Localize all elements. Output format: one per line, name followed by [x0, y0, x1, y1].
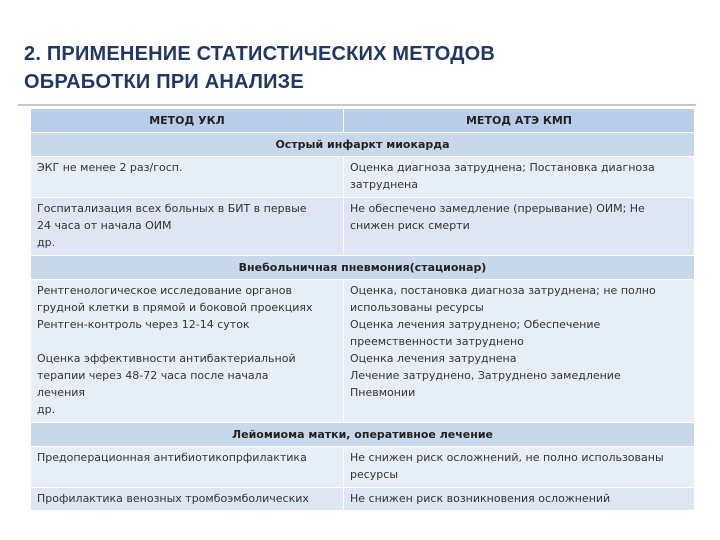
cell-text: Госпитализация всех больных в БИТ в первые 24 часа от начала ОИМ др.	[37, 202, 307, 249]
cell-left	[31, 280, 344, 423]
cell-right	[344, 157, 695, 198]
cell-text: Не снижен риск возникновения осложнений	[350, 492, 611, 505]
title-line-1: 2. ПРИМЕНЕНИЕ СТАТИСТИЧЕСКИХ МЕТОДОВ	[24, 43, 496, 65]
table-row	[31, 280, 695, 423]
table-row	[31, 447, 695, 488]
cell-right	[344, 280, 695, 423]
header-ate-kmp: МЕТОД АТЭ КМП	[344, 109, 695, 133]
methods-comparison-table	[30, 108, 695, 511]
cell-left	[31, 447, 344, 488]
section-row	[31, 256, 695, 280]
cell-right	[344, 447, 695, 488]
cell-text: Не снижен риск осложнений, не полно использованы ресурсы	[350, 451, 664, 481]
cell-text: Рентгенологическое исследование органов грудной клетки в прямой и боковой проекциях Рентген-контроль через 12-14 суток	[37, 284, 313, 331]
section-title-pneumonia: Внебольничная пневмония(стационар)	[31, 256, 695, 280]
cell-right	[344, 488, 695, 511]
cell-text: Предоперационная антибиотикопрфилактика	[37, 451, 307, 464]
cell-left	[31, 488, 344, 511]
table-row	[31, 157, 695, 198]
slide-title	[24, 40, 684, 96]
table-row	[31, 198, 695, 256]
cell-text: Оценка эффективности антибактериальной терапии через 48-72 часа после начала лечения др.	[37, 352, 296, 416]
title-divider	[18, 104, 696, 106]
cell-left	[31, 157, 344, 198]
section-title-mi: Острый инфаркт миокарда	[31, 133, 695, 157]
title-line-2: ОБРАБОТКИ ПРИ АНАЛИЗЕ	[24, 71, 304, 93]
table-header-row	[31, 109, 695, 133]
section-row	[31, 133, 695, 157]
cell-text: ЭКГ не менее 2 раз/госп.	[37, 161, 183, 174]
header-ukl: МЕТОД УКЛ	[31, 109, 344, 133]
section-title-leiomyoma: Лейомиома матки, оперативное лечение	[31, 423, 695, 447]
cell-text: Профилактика венозных тромбоэмболических	[37, 492, 309, 505]
table-row	[31, 488, 695, 511]
section-row	[31, 423, 695, 447]
cell-text: Оценка, постановка диагноза затруднена; не полно использованы ресурсы Оценка лечения затруднено; Обеспечение преемственности затруднено Оценка лечения затруднена Лечение затруднено, Затруднено замедление Пневмонии	[350, 284, 656, 399]
cell-text: Оценка диагноза затруднена; Постановка диагноза затруднена	[350, 161, 655, 191]
cell-text: Не обеспечено замедление (прерывание) ОИМ; Не снижен риск смерти	[350, 202, 645, 232]
cell-left	[31, 198, 344, 256]
cell-right	[344, 198, 695, 256]
